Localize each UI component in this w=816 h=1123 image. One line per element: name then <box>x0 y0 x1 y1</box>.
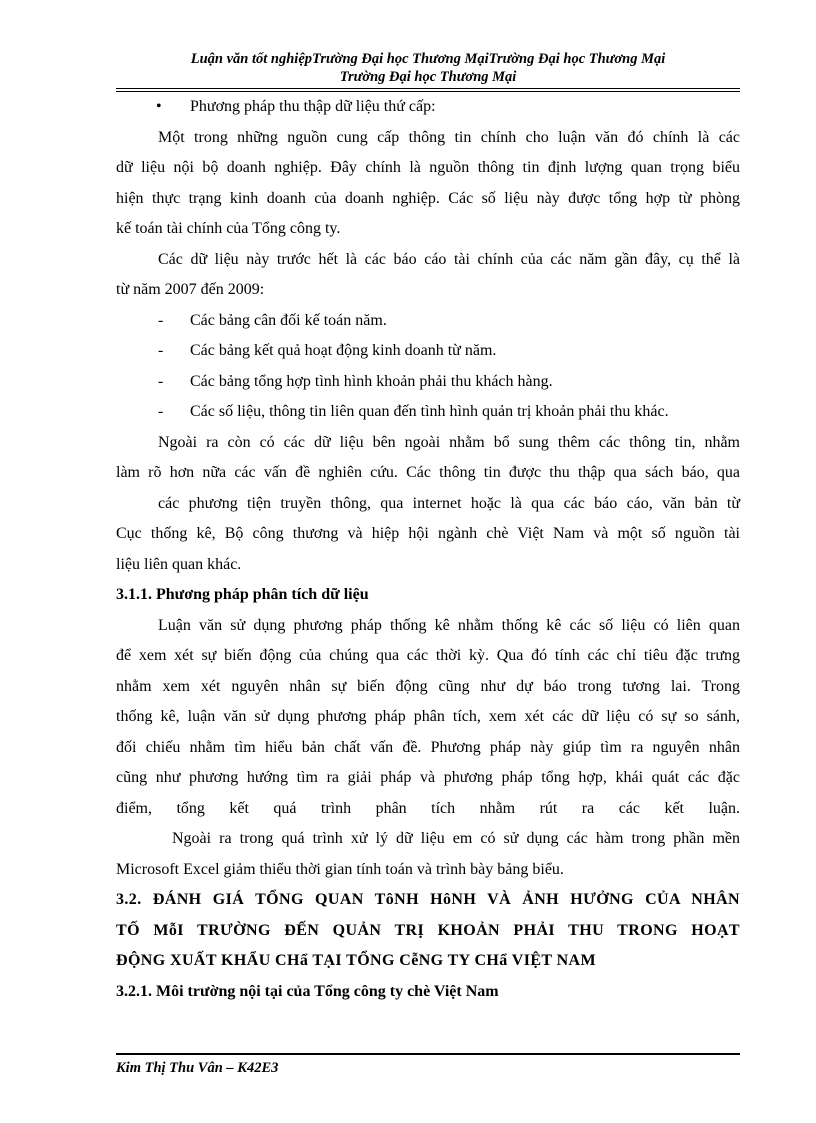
paragraph-line: Ngoài ra trong quá trình xử lý dữ liệu em có sử dụng các hàm trong phần mền <box>172 830 740 847</box>
bullet-text: Phương pháp thu thập dữ liệu thứ cấp: <box>190 98 436 115</box>
paragraph-line: điểm, tổng kết quá trình phân tích nhằm rút ra các kết luận. <box>116 799 740 817</box>
paragraph-line: Ngoài ra còn có các dữ liệu bên ngoài nhằm bổ sung thêm các thông tin, nhằm <box>158 433 740 451</box>
footer-author: Kim Thị Thu Vân – K42E3 <box>116 1060 279 1076</box>
paragraph-line: các phương tiện truyền thông, qua internet hoặc là qua các báo cáo, văn bản từ <box>158 494 740 512</box>
paragraph-line: thống kê, luận văn sử dụng phương pháp phân tích, xem xét các dữ liệu có sự so sánh, <box>116 708 740 725</box>
header-rule <box>116 88 740 89</box>
paragraph-line: cũng như phương hướng tìm ra giải pháp và phương pháp tổng hợp, khái quát các đặc <box>116 769 740 786</box>
dash-item <box>116 397 740 428</box>
paragraph-line: để xem xét sự biến động của chúng qua các thời kỳ. Qua đó tính các chỉ tiêu đặc trưng <box>116 647 740 664</box>
dash-mark: - <box>158 342 164 359</box>
header-line-1: Luận văn tốt nghiệpTrường Đại học Thương MạiTrường Đại học Thương Mại <box>190 51 666 67</box>
paragraph-line: làm rõ hơn nữa các vấn đề nghiên cứu. Các thông tin được thu thập qua sách báo, qua <box>116 464 740 481</box>
dash-text: Các bảng tổng hợp tình hình khoản phải thu khách hàng. <box>190 372 553 390</box>
dash-mark: - <box>158 372 164 390</box>
dash-text: Các bảng cân đối kế toán năm. <box>190 311 387 329</box>
section-heading: 3.2.1. Môi trường nội tại của Tổng công ty chè Việt Nam <box>116 982 499 1000</box>
header-line-2: Trường Đại học Thương Mại <box>339 69 517 85</box>
paragraph-line: Microsoft Excel giảm thiểu thời gian tính toán và trình bày bảng biểu. <box>116 860 564 878</box>
bullet-item <box>116 92 740 123</box>
dash-mark: - <box>158 311 164 329</box>
dash-text: Các bảng kết quả hoạt động kinh doanh từ năm. <box>190 342 497 359</box>
dash-item <box>116 306 740 337</box>
dash-text: Các số liệu, thông tin liên quan đến tình hình quản trị khoản phải thu khác. <box>190 403 669 420</box>
paragraph-line: hiện thực trạng kinh doanh của doanh nghiệp. Các số liệu này được tổng hợp từ phòng <box>116 189 740 207</box>
paragraph-line: Một trong những nguồn cung cấp thông tin chính cho luận văn đó chính là các <box>158 128 740 146</box>
footer-rule <box>116 1053 740 1055</box>
page-body <box>116 92 740 1007</box>
paragraph-line: Các dữ liệu này trước hết là các báo cáo tài chính của các năm gần đây, cụ thể là <box>158 250 740 268</box>
paragraph-line: từ năm 2007 đến 2009: <box>116 281 265 298</box>
running-header <box>116 50 740 86</box>
paragraph-line: nhằm xem xét nguyên nhân sự biến động cũng như dự báo trong tương lai. Trong <box>116 677 740 695</box>
paragraph-line: Luận văn sử dụng phương pháp thống kê nhằm thống kê các số liệu có liên quan <box>158 616 740 634</box>
dash-mark: - <box>158 403 164 420</box>
paragraph-line: Cục thống kê, Bộ công thương và hiệp hội ngành chè Việt Nam và một số nguồn tài <box>116 525 740 542</box>
chapter-heading: TỐ MỗI TRƯỜNG ĐẾN QUẢN TRỊ KHOẢN PHẢI THU TRONG HOẠT <box>116 921 740 939</box>
paragraph-line: kế toán tài chính của Tổng công ty. <box>116 220 341 237</box>
chapter-heading: 3.2. ĐÁNH GIÁ TỔNG QUAN TôNH HôNH VÀ ẢNH HƯỞNG CỦA NHÂN <box>116 891 740 908</box>
section-heading: 3.1.1. Phương pháp phân tích dữ liệu <box>116 586 369 603</box>
dash-item <box>116 367 740 398</box>
paragraph-line: đối chiếu nhằm tìm hiểu bản chất vấn đề. Phương pháp này giúp tìm ra nguyên nhân <box>116 738 740 756</box>
dash-item <box>116 336 740 367</box>
chapter-heading: ĐỘNG XUẤT KHẨU CHẩ TẠI TỔNG CễNG TY CHẩ VIỆT NAM <box>116 952 596 969</box>
paragraph-line: dữ liệu nội bộ doanh nghiệp. Đây chính là nguồn thông tin định lượng quan trọng biểu <box>116 159 740 176</box>
paragraph-line: liệu liên quan khác. <box>116 555 242 573</box>
bullet-mark: • <box>156 98 162 115</box>
